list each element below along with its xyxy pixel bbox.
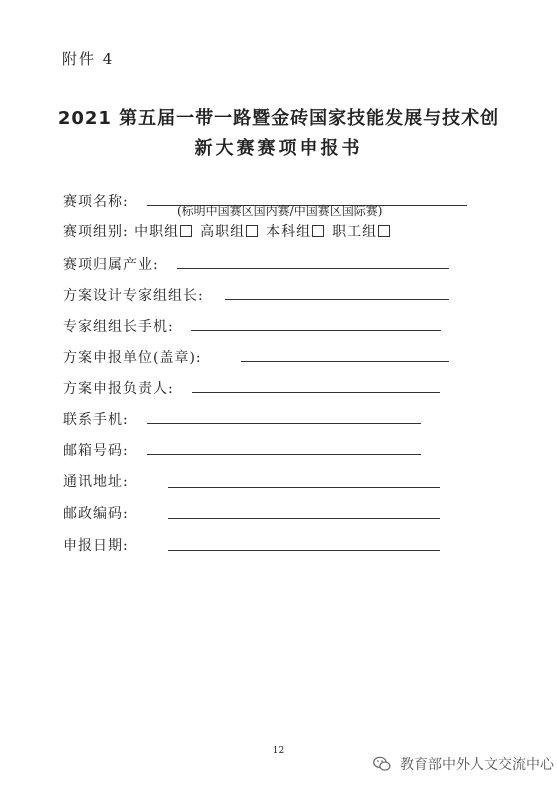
person-in-charge-label: 方案申报负责人: bbox=[63, 381, 174, 397]
checkbox-icon[interactable] bbox=[180, 225, 192, 237]
postcode-label: 邮政编码: bbox=[63, 506, 129, 522]
attachment-label: 附件 4 bbox=[62, 50, 115, 68]
event-group-label: 赛项组别: bbox=[63, 224, 129, 240]
form-title-line-1: 2021 第五届一带一路暨金砖国家技能发展与技术创 bbox=[57, 108, 500, 129]
leader-phone-label: 专家组组长手机: bbox=[63, 319, 174, 335]
event-name-hint: (标明中国赛区国内赛/中国赛区国际赛) bbox=[177, 204, 383, 218]
watermark-text: 教育部中外人文交流中心 bbox=[400, 757, 554, 773]
option-label: 职工组 bbox=[332, 224, 378, 240]
checkbox-icon[interactable] bbox=[312, 225, 324, 237]
date-label: 申报日期: bbox=[63, 538, 129, 554]
watermark bbox=[372, 754, 554, 774]
option-label: 中职组 bbox=[134, 224, 180, 240]
group-option-higher-vocational[interactable] bbox=[200, 224, 266, 240]
event-group-row bbox=[63, 221, 398, 241]
checkbox-icon[interactable] bbox=[246, 225, 258, 237]
industry-row bbox=[63, 254, 159, 274]
wechat-icon bbox=[372, 754, 392, 774]
form-title-line-2: 新大赛赛项申报书 bbox=[194, 138, 363, 159]
date-field[interactable] bbox=[168, 549, 440, 551]
group-option-staff[interactable] bbox=[332, 224, 398, 240]
leader-phone-row bbox=[63, 316, 174, 336]
applicant-unit-label: 方案申报单位(盖章): bbox=[63, 350, 202, 366]
contact-phone-row bbox=[63, 409, 129, 429]
contact-phone-field[interactable] bbox=[147, 422, 421, 424]
address-field[interactable] bbox=[168, 486, 440, 488]
leader-phone-field[interactable] bbox=[191, 329, 441, 331]
group-option-secondary-vocational[interactable] bbox=[134, 224, 200, 240]
date-row bbox=[63, 535, 129, 555]
page-number: 12 bbox=[272, 746, 285, 756]
expert-leader-row bbox=[63, 285, 204, 305]
postcode-field[interactable] bbox=[168, 517, 440, 519]
email-field[interactable] bbox=[147, 453, 421, 455]
event-name-label: 赛项名称: bbox=[63, 194, 129, 210]
expert-leader-label: 方案设计专家组组长: bbox=[63, 288, 204, 304]
applicant-unit-row bbox=[63, 347, 202, 367]
expert-leader-field[interactable] bbox=[225, 298, 449, 300]
applicant-unit-field[interactable] bbox=[241, 360, 449, 362]
address-label: 通讯地址: bbox=[63, 474, 129, 490]
event-name-row bbox=[63, 191, 129, 211]
industry-label: 赛项归属产业: bbox=[63, 257, 159, 273]
event-name-field[interactable] bbox=[147, 204, 467, 218]
option-label: 高职组 bbox=[200, 224, 246, 240]
option-label: 本科组 bbox=[266, 224, 312, 240]
checkbox-icon[interactable] bbox=[378, 225, 390, 237]
email-row bbox=[63, 440, 129, 460]
address-row bbox=[63, 471, 129, 491]
postcode-row bbox=[63, 503, 129, 523]
contact-phone-label: 联系手机: bbox=[63, 412, 129, 428]
industry-field[interactable] bbox=[177, 267, 449, 269]
person-in-charge-row bbox=[63, 378, 174, 398]
email-label: 邮箱号码: bbox=[63, 443, 129, 459]
group-option-undergraduate[interactable] bbox=[266, 224, 332, 240]
person-in-charge-field[interactable] bbox=[192, 391, 440, 393]
